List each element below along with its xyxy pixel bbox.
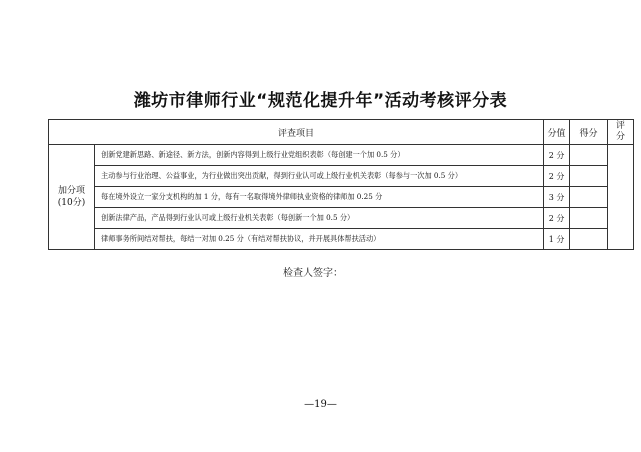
header-score: 得分 [570,120,608,145]
signature-label: 检查人签字： [283,268,343,279]
page-title: 潍坊市律师行业“规范化提升年”活动考核评分表 [133,91,508,111]
row-score-cell[interactable] [570,208,608,229]
header-points: 分值 [544,120,570,145]
table-header-row [49,120,634,145]
category-name: 加分项 [57,186,85,196]
row-points: 2 分 [544,145,570,166]
table-row [49,229,634,250]
table-row [49,187,634,208]
row-score-cell[interactable] [570,187,608,208]
row-points: 1 分 [544,229,570,250]
header-comment [608,120,634,145]
row-text: 创新法律产品，产品得到行业认可或上级行业机关表彰（每创新一个加 0.5 分） [95,208,544,229]
row-text: 每在境外设立一家分支机构的加 1 分，每有一名取得境外律师执业资格的律师加 0.25 分 [95,187,544,208]
page-number: —19— [304,399,337,410]
table-row [49,166,634,187]
table-row [49,208,634,229]
row-points: 2 分 [544,166,570,187]
table-row [49,145,634,166]
row-score-cell[interactable] [570,166,608,187]
row-score-cell[interactable] [570,145,608,166]
row-points: 3 分 [544,187,570,208]
header-comment-label: 评分 [616,121,626,142]
scoring-table [48,119,634,250]
row-text: 主动参与行业治理、公益事业，为行业做出突出贡献，得到行业认可或上级行业机关表彰（每参与一次加 0.5 分） [95,166,544,187]
header-item: 评查项目 [49,120,544,145]
category-limit: (10分) [57,198,86,208]
row-text: 律师事务所间结对帮扶，每结一对加 0.25 分（有结对帮扶协议，并开展具体帮扶活动） [95,229,544,250]
row-points: 2 分 [544,208,570,229]
comment-cell[interactable] [608,145,634,250]
category-cell [49,145,95,250]
row-score-cell[interactable] [570,229,608,250]
row-text: 创新党建新思路、新途径、新方法，创新内容得到上级行业党组织表彰（每创建一个加 0.5 分） [95,145,544,166]
